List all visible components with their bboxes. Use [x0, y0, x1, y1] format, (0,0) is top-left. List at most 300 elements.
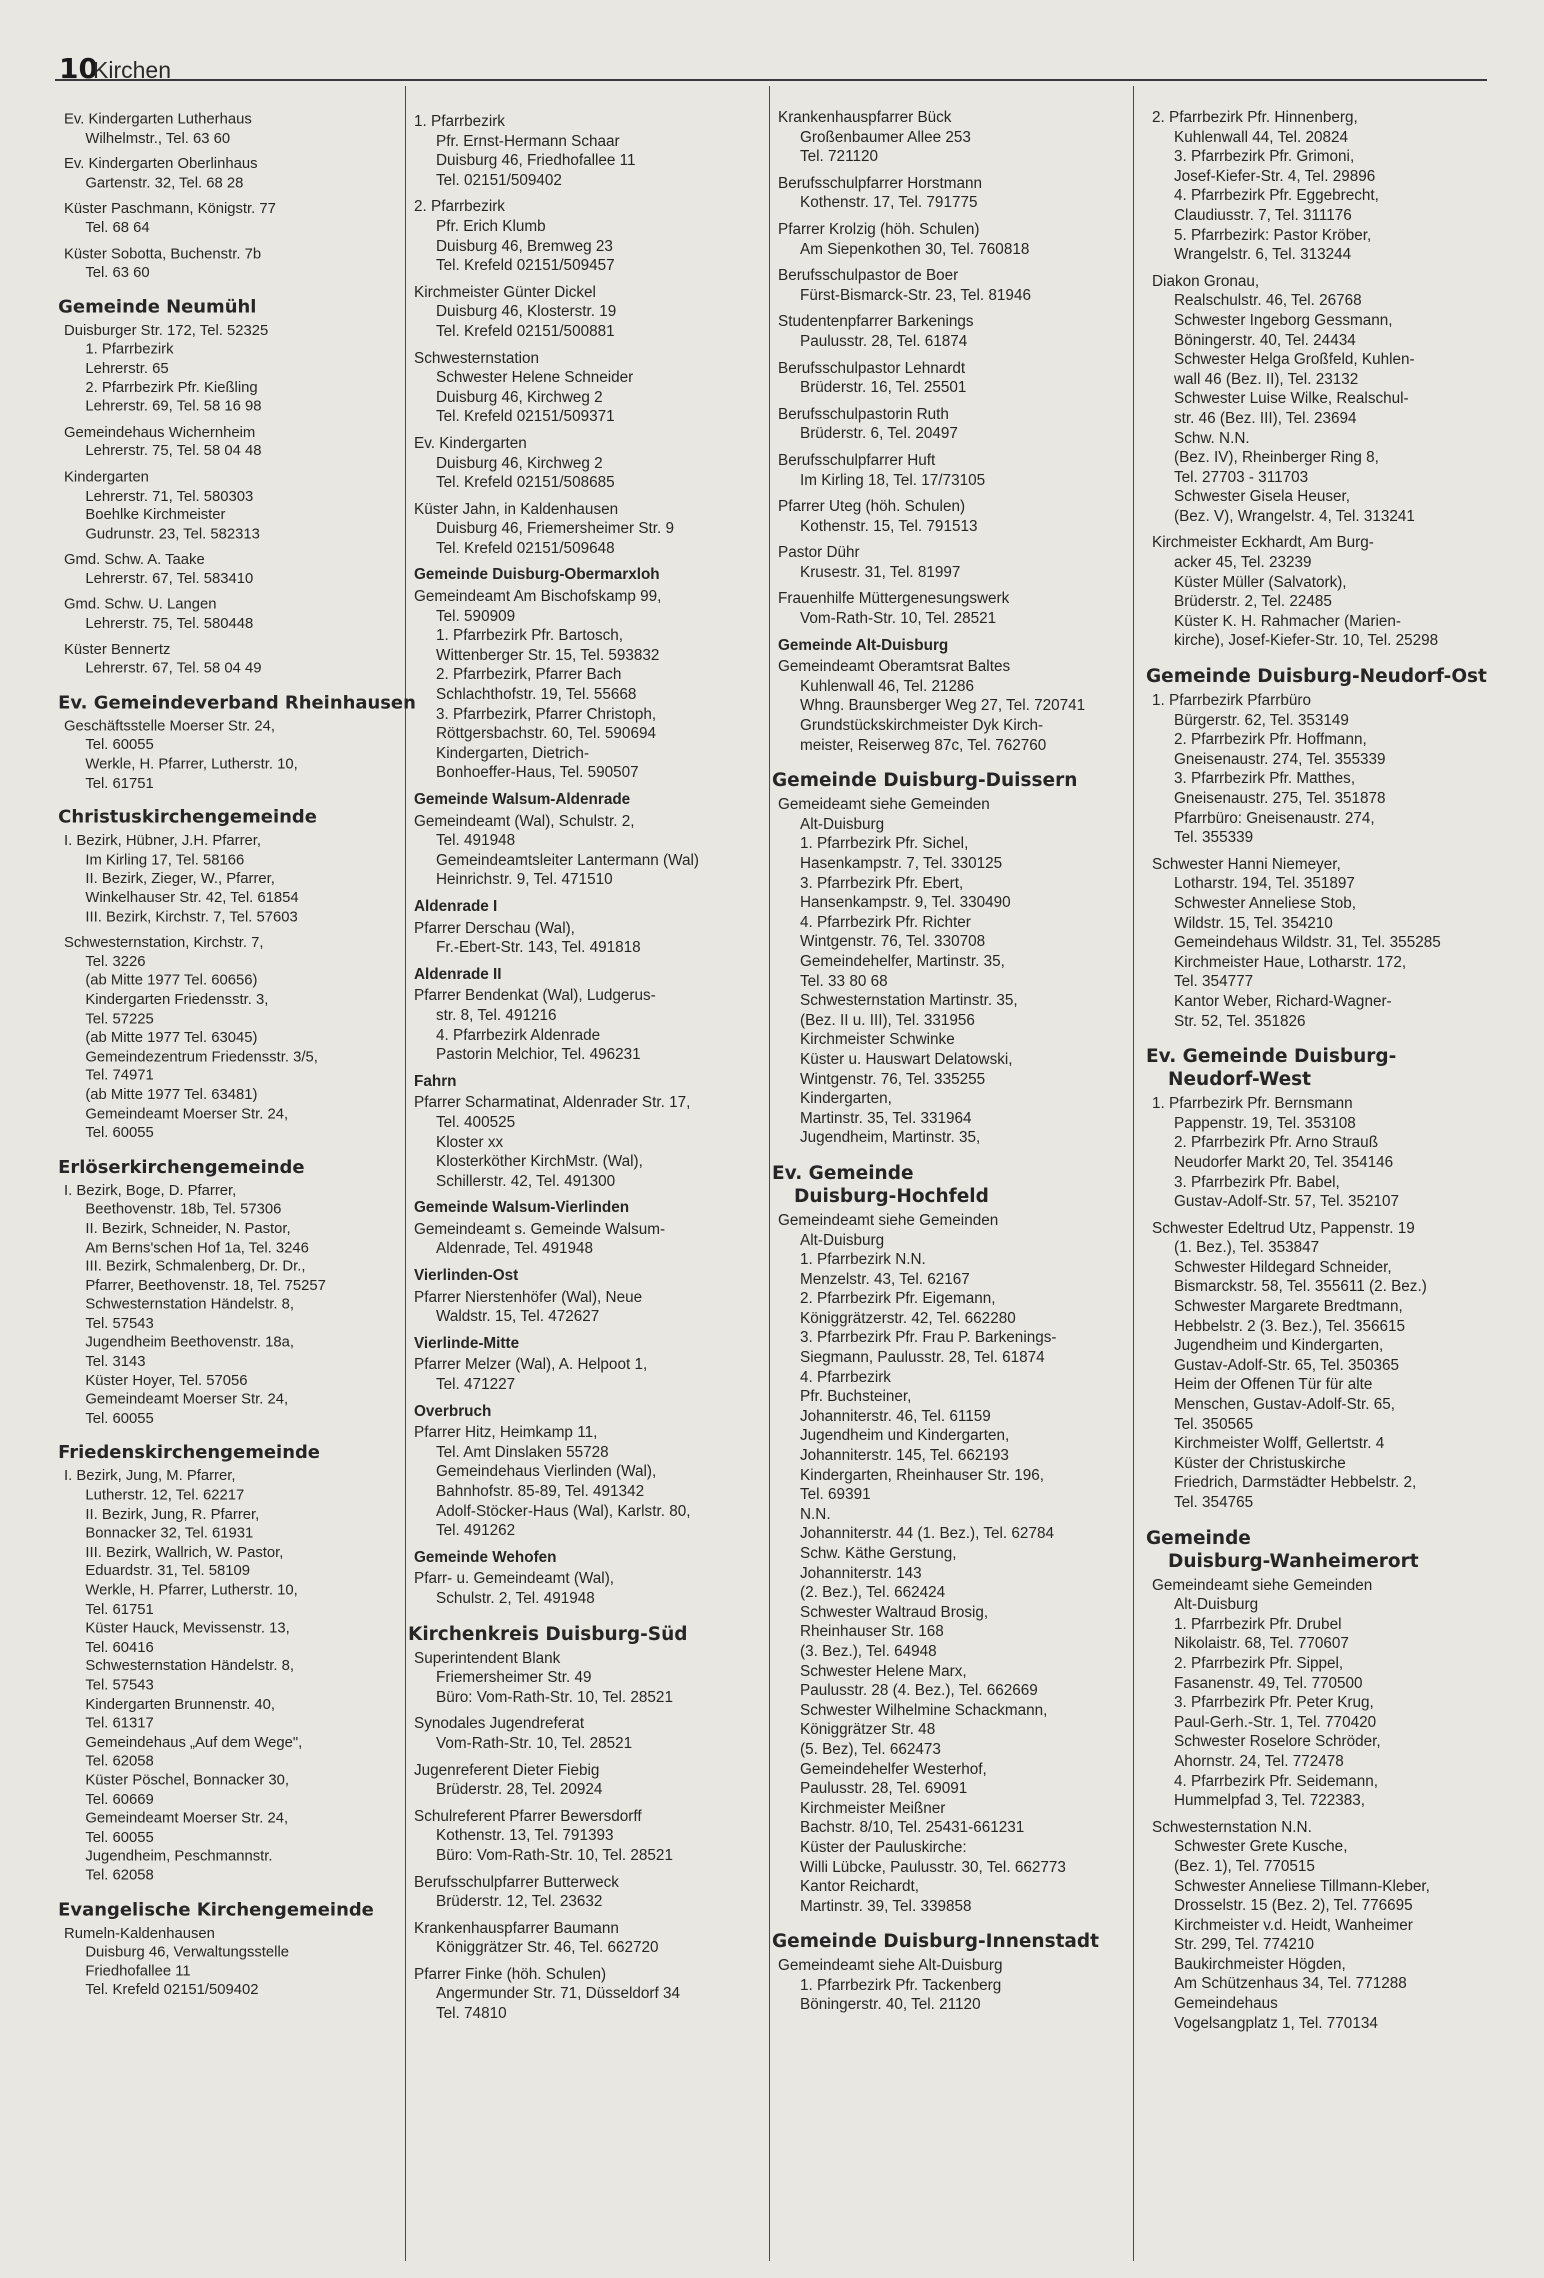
entry-line: (2. Bez.), Tel. 662424 [800, 1584, 946, 1602]
entry-line: Aldenrade, Tel. 491948 [436, 1240, 594, 1258]
entry-line: Frauenhilfe Müttergenesungswerk [778, 590, 1010, 608]
entry-line: Büro: Vom-Rath-Str. 10, Tel. 28521 [436, 1688, 673, 1706]
entry-line: Geschäftsstelle Moerser Str. 24, [64, 717, 276, 735]
entry-line: Jugendheim und Kindergarten, [1174, 1337, 1384, 1355]
entry-line: Schwesternstation Händelstr. 8, [85, 1658, 294, 1675]
entry-line: Kirchmeister Günter Dickel [414, 283, 596, 301]
entry-line: Gemeindehaus [1174, 1995, 1278, 2013]
directory-entry [414, 587, 699, 783]
entry-line: Willi Lübcke, Paulusstr. 30, Tel. 662773 [800, 1858, 1066, 1876]
entry-line: Lehrerstr. 75, Tel. 580448 [85, 615, 254, 632]
entry-line: Bürgerstr. 62, Tel. 353149 [1174, 711, 1349, 729]
entry-line: Duisburg-Wanheimerort [1168, 1550, 1419, 1572]
entry-line: Gemeindehelfer Westerhof, [800, 1760, 987, 1778]
entry-line: Gemeindeamt Oberamtsrat Baltes [778, 658, 1011, 676]
entry-line: 3. Pfarrbezirk Pfr. Grimoni, [1174, 148, 1355, 166]
entry-line: Ev. Gemeinde [772, 1162, 914, 1184]
entry-line: Pfarrer Hitz, Heimkamp 11, [414, 1424, 598, 1442]
directory-entry [414, 1965, 699, 2024]
entry-line: Tel. 491262 [436, 1522, 516, 1540]
directory-entry [1152, 1818, 1487, 2034]
entry-line: Küster der Pauluskirche: [800, 1838, 967, 1856]
sub-heading [414, 897, 699, 917]
entry-line: Tel. 60416 [85, 1639, 154, 1656]
entry-line: 1. Pfarrbezirk [85, 341, 174, 358]
entry-line: Tel. Krefeld 02151/500881 [436, 322, 615, 340]
entry-line: Pfarrbüro: Gneisenaustr. 274, [1174, 809, 1375, 827]
entry-line: Küster Jahn, in Kaldenhausen [414, 500, 619, 518]
entry-line: Fr.-Ebert-Str. 143, Tel. 491818 [436, 939, 641, 957]
directory-entry [778, 108, 1099, 167]
entry-line: 3. Pfarrbezirk Pfr. Matthes, [1174, 770, 1356, 788]
directory-entry [778, 543, 1099, 582]
section-heading [1146, 1527, 1487, 1573]
sub-heading [414, 565, 699, 585]
entry-line: Overbruch [414, 1402, 492, 1420]
sub-heading [414, 790, 699, 810]
entry-line: Tel. 60055 [85, 1410, 154, 1427]
entry-line: Kirchmeister Meißner [800, 1799, 946, 1817]
entry-line: Alt-Duisburg [800, 1231, 885, 1249]
entry-line: Gemeindehelfer, Martinstr. 35, [800, 952, 1005, 970]
entry-line: 4. Pfarrbezirk Aldenrade [436, 1026, 601, 1044]
entry-line: Fasanenstr. 49, Tel. 770500 [1174, 1674, 1363, 1692]
entry-line: Schwester Roselore Schröder, [1174, 1733, 1381, 1751]
column-divider [1133, 86, 1134, 2261]
entry-line: Tel. 354765 [1174, 1494, 1254, 1511]
entry-line: Schwester Anneliese Stob, [1174, 894, 1356, 912]
entry-line: Pfarrer Finke (höh. Schulen) [414, 1965, 607, 1983]
entry-line: Pfr. Ernst-Hermann Schaar [436, 132, 620, 150]
entry-line: Friemersheimer Str. 49 [436, 1669, 592, 1687]
entry-line: Martinstr. 39, Tel. 339858 [800, 1897, 972, 1915]
entry-line: Kirchmeister Haue, Lotharstr. 172, [1174, 953, 1407, 971]
entry-line: Schwester Luise Wilke, Realschul- [1174, 390, 1409, 408]
entry-line: 1. Pfarrbezirk Pfr. Bartosch, [436, 627, 624, 645]
directory-entry [1152, 1219, 1487, 1513]
entry-line: Tel. 33 80 68 [800, 972, 888, 990]
entry-line: Gustav-Adolf-Str. 65, Tel. 350365 [1174, 1356, 1400, 1374]
entry-line: Tel. 350565 [1174, 1415, 1254, 1433]
page-title: Kirchen [93, 57, 171, 83]
entry-line: 1. Pfarrbezirk N.N. [800, 1251, 926, 1269]
entry-line: Friedenskirchengemeinde [58, 1442, 320, 1464]
entry-line: III. Bezirk, Schmalenberg, Dr. Dr., [85, 1258, 306, 1275]
entry-line: Gemeindehaus „Auf dem Wege", [85, 1734, 303, 1751]
entry-line: Ev. Kindergarten Lutherhaus [64, 110, 252, 128]
entry-line: Duisburg 46, Friemersheimer Str. 9 [436, 520, 675, 538]
directory-entry [414, 1093, 699, 1191]
column-2 [408, 112, 699, 2031]
entry-line: Küster Hauck, Mevissenstr. 13, [85, 1620, 290, 1637]
directory-entry [64, 110, 416, 148]
entry-line: Baukirchmeister Högden, [1174, 1955, 1346, 1973]
directory-entry [414, 1807, 699, 1866]
section-heading [772, 769, 1099, 792]
entry-line: Königgrätzer Str. 46, Tel. 662720 [436, 1939, 659, 1957]
sub-heading [414, 1266, 699, 1286]
entry-line: Tel. 471227 [436, 1376, 516, 1394]
entry-line: Krankenhauspfarrer Bück [778, 109, 952, 126]
entry-line: Kindergarten, [800, 1090, 892, 1108]
entry-line: Küster Sobotta, Buchenstr. 7b [64, 245, 262, 262]
entry-line: Tel. 491948 [436, 832, 516, 850]
entry-line: Kothenstr. 17, Tel. 791775 [800, 194, 978, 212]
entry-line: Wildstr. 15, Tel. 354210 [1174, 914, 1333, 932]
entry-line: Duisburg-Hochfeld [794, 1185, 989, 1207]
column-1 [58, 110, 416, 2007]
entry-line: Tel. Amt Dinslaken 55728 [436, 1443, 609, 1461]
directory-entry [414, 434, 699, 493]
directory-entry [64, 423, 416, 461]
entry-line: Vogelsangplatz 1, Tel. 770134 [1174, 2014, 1378, 2032]
entry-line: Tel. 3143 [85, 1353, 146, 1370]
entry-line: N.N. [800, 1505, 831, 1523]
entry-line: Schwester Anneliese Tillmann-Kleber, [1174, 1877, 1430, 1895]
directory-entry [414, 1873, 699, 1912]
entry-line: Gemeindeamt siehe Gemeinden [1152, 1576, 1373, 1594]
directory-entry [64, 155, 416, 193]
directory-entry [778, 174, 1099, 213]
entry-line: Pfarr- u. Gemeindeamt (Wal), [414, 1570, 615, 1588]
column-3 [772, 108, 1100, 2022]
sub-heading [414, 1334, 699, 1354]
directory-entry [64, 551, 416, 589]
entry-line: Gemeindehaus Vierlinden (Wal), [436, 1463, 657, 1481]
entry-line: Lehrerstr. 67, Tel. 583410 [85, 570, 254, 587]
entry-line: Gartenstr. 32, Tel. 68 28 [85, 174, 244, 192]
entry-line: Gmd. Schw. A. Taake [64, 551, 205, 568]
directory-entry [1152, 691, 1487, 848]
entry-line: 2. Pfarrbezirk Pfr. Hinnenberg, [1152, 109, 1358, 126]
entry-line: Tel. 3226 [85, 953, 146, 970]
entry-line: Tel. 57225 [85, 1010, 154, 1027]
entry-line: (Bez. II u. III), Tel. 331956 [800, 1011, 975, 1029]
entry-line: Menzelstr. 43, Tel. 62167 [800, 1270, 970, 1288]
entry-line: Schwester Waltraud Brosig, [800, 1603, 989, 1621]
entry-line: Am Berns'schen Hof 1a, Tel. 3246 [85, 1239, 309, 1256]
entry-line: Tel. 61751 [85, 1601, 154, 1618]
entry-line: (1. Bez.), Tel. 353847 [1174, 1239, 1320, 1257]
entry-line: Gemeindehaus Wichernheim [64, 423, 256, 441]
entry-line: Kirchmeister v.d. Heidt, Wanheimer [1174, 1916, 1413, 1934]
entry-line: Tel. Krefeld 02151/508685 [436, 474, 615, 492]
page-number: 10 [59, 52, 98, 85]
entry-line: 2. Pfarrbezirk, Pfarrer Bach [436, 666, 622, 684]
entry-line: Pfarrer Krolzig (höh. Schulen) [778, 220, 980, 238]
entry-line: Gemeindeamt Moerser Str. 24, [85, 1105, 289, 1122]
entry-line: Jugendheim Beethovenstr. 18a, [85, 1334, 294, 1351]
entry-line: Gudrunstr. 23, Tel. 582313 [85, 525, 260, 543]
section-heading [58, 806, 416, 828]
entry-line: Str. 52, Tel. 351826 [1174, 1012, 1306, 1030]
entry-line: Johanniterstr. 143 [800, 1564, 922, 1582]
entry-line: Gemeindeamt Moerser Str. 24, [85, 1391, 289, 1408]
entry-line: Schwester Helene Schneider [436, 369, 634, 387]
entry-line: Studentenpfarrer Barkenings [778, 313, 974, 331]
directory-entry [414, 283, 699, 342]
entry-line: Kirchmeister Schwinke [800, 1031, 955, 1049]
entry-line: Rumeln-Kaldenhausen [64, 1924, 215, 1942]
entry-line: Hummelpfad 3, Tel. 722383, [1174, 1792, 1366, 1810]
directory-entry [414, 1220, 699, 1259]
section-heading [58, 1899, 416, 1921]
entry-line: Gemeinde Alt-Duisburg [778, 636, 949, 654]
entry-line: Martinstr. 35, Tel. 331964 [800, 1109, 972, 1127]
entry-line: II. Bezirk, Zieger, W., Pfarrer, [85, 870, 275, 888]
entry-line: Gemeindeamt siehe Gemeinden [778, 1211, 999, 1229]
entry-line: Whng. Braunsberger Weg 27, Tel. 720741 [800, 697, 1086, 715]
entry-line: Werkle, H. Pfarrer, Lutherstr. 10, [85, 1582, 298, 1599]
entry-line: 2. Pfarrbezirk [414, 198, 505, 216]
entry-line: Schw. N.N. [1174, 429, 1250, 447]
entry-line: Schwesternstation [414, 349, 539, 367]
entry-line: Gemeinde Walsum-Vierlinden [414, 1199, 630, 1217]
entry-line: Schwester Hanni Niemeyer, [1152, 855, 1341, 873]
entry-line: Menschen, Gustav-Adolf-Str. 65, [1174, 1396, 1396, 1414]
column-divider [769, 86, 770, 2261]
directory-entry [778, 451, 1099, 490]
column-4 [1146, 108, 1487, 2040]
entry-line: 2. Pfarrbezirk Pfr. Hoffmann, [1174, 731, 1367, 749]
entry-line: Realschulstr. 46, Tel. 26768 [1174, 292, 1362, 310]
entry-line: 3. Pfarrbezirk Pfr. Peter Krug, [1174, 1694, 1374, 1712]
entry-line: Ev. Kindergarten [414, 434, 527, 452]
entry-line: Brüderstr. 16, Tel. 25501 [800, 379, 967, 397]
entry-line: (3. Bez.), Tel. 64948 [800, 1642, 937, 1660]
entry-line: Schulstr. 2, Tel. 491948 [436, 1589, 595, 1607]
entry-line: Evangelische Kirchengemeinde [58, 1899, 374, 1920]
entry-line: str. 8, Tel. 491216 [436, 1006, 557, 1024]
entry-line: Wrangelstr. 6, Tel. 313244 [1174, 246, 1352, 264]
entry-line: I. Bezirk, Boge, D. Pfarrer, [64, 1182, 237, 1199]
entry-line: Brüderstr. 12, Tel. 23632 [436, 1893, 603, 1911]
entry-line: 3. Pfarrbezirk Pfr. Ebert, [800, 874, 964, 892]
entry-line: II. Bezirk, Jung, R. Pfarrer, [85, 1506, 260, 1523]
directory-entry [414, 1761, 699, 1800]
entry-line: Wilhelmstr., Tel. 63 60 [85, 129, 231, 147]
entry-line: Am Schützenhaus 34, Tel. 771288 [1174, 1975, 1407, 1993]
entry-line: Aldenrade I [414, 897, 498, 915]
directory-entry [778, 312, 1099, 351]
entry-line: Pfarrer Bendenkat (Wal), Ludgerus- [414, 987, 656, 1005]
entry-line: 3. Pfarrbezirk Pfr. Babel, [1174, 1173, 1340, 1191]
directory-entry [414, 500, 699, 559]
entry-line: 1. Pfarrbezirk [414, 113, 505, 130]
entry-line: Erlöserkirchengemeinde [58, 1157, 305, 1178]
directory-entry [414, 1355, 699, 1394]
entry-line: Gemeinde [1146, 1527, 1251, 1549]
entry-line: Tel. 57543 [85, 1677, 154, 1694]
entry-line: Tel. 60055 [85, 1829, 154, 1846]
directory-entry [414, 349, 699, 427]
entry-line: Friedhofallee 11 [85, 1962, 191, 1980]
entry-line: Tel. 68 64 [85, 219, 150, 237]
entry-line: Tel. 60055 [85, 736, 154, 754]
directory-entry [1152, 1576, 1487, 1811]
entry-line: Ahornstr. 24, Tel. 772478 [1174, 1752, 1344, 1770]
entry-line: Kirchenkreis Duisburg-Süd [408, 1623, 688, 1645]
entry-line: Claudiusstr. 7, Tel. 311176 [1174, 206, 1352, 224]
entry-line: Friedrich, Darmstädter Hebbelstr. 2, [1174, 1474, 1417, 1492]
entry-line: Siegmann, Paulusstr. 28, Tel. 61874 [800, 1349, 1045, 1367]
sub-heading [414, 965, 699, 985]
entry-line: 2. Pfarrbezirk Pfr. Arno Strauß [1174, 1134, 1379, 1152]
entry-line: Schwester Edeltrud Utz, Pappenstr. 19 [1152, 1219, 1415, 1237]
entry-line: Gneisenaustr. 275, Tel. 351878 [1174, 790, 1386, 807]
entry-line: Superintendent Blank [414, 1649, 561, 1667]
entry-line: Kothenstr. 13, Tel. 791393 [436, 1827, 614, 1845]
entry-line: Schwester Helga Großfeld, Kuhlen- [1174, 351, 1415, 369]
entry-line: Jugendheim und Kindergarten, [800, 1427, 1010, 1445]
entry-line: 5. Pfarrbezirk: Pastor Kröber, [1174, 226, 1372, 244]
entry-line: 4. Pfarrbezirk Pfr. Eggebrecht, [1174, 187, 1379, 205]
entry-line: Tel. 400525 [436, 1113, 516, 1131]
entry-line: Schwester Margarete Bredtmann, [1174, 1298, 1403, 1316]
entry-line: 4. Pfarrbezirk Pfr. Seidemann, [1174, 1772, 1379, 1790]
entry-line: Am Siepenkothen 30, Tel. 760818 [800, 240, 1030, 258]
entry-line: Tel. Krefeld 02151/509648 [436, 539, 615, 557]
directory-entry [778, 220, 1099, 259]
section-heading [408, 1623, 699, 1646]
entry-line: Str. 299, Tel. 774210 [1174, 1936, 1315, 1954]
entry-line: 4. Pfarrbezirk Pfr. Richter [800, 913, 971, 931]
entry-line: Tel. 57543 [85, 1315, 154, 1332]
entry-line: (Bez. 1), Tel. 770515 [1174, 1857, 1315, 1875]
entry-line: 1. Pfarrbezirk Pfr. Sichel, [800, 835, 969, 853]
entry-line: acker 45, Tel. 23239 [1174, 554, 1312, 572]
entry-line: Alt-Duisburg [800, 815, 885, 833]
entry-line: Schwester Ingeborg Gessmann, [1174, 311, 1393, 329]
directory-entry [414, 1569, 699, 1608]
entry-line: Gemeindeamt (Wal), Schulstr. 2, [414, 812, 635, 830]
entry-line: Schulreferent Pfarrer Bewersdorff [414, 1807, 642, 1825]
entry-line: 1. Pfarrbezirk Pfarrbüro [1152, 692, 1311, 710]
entry-line: Krankenhauspfarrer Baumann [414, 1919, 619, 1937]
entry-line: Wittenberger Str. 15, Tel. 593832 [436, 646, 660, 664]
entry-line: Schwester Hildegard Schneider, [1174, 1258, 1392, 1276]
entry-line: 2. Pfarrbezirk Pfr. Sippel, [1174, 1654, 1344, 1672]
entry-line: Angermunder Str. 71, Düsseldorf 34 [436, 1985, 681, 2003]
entry-line: Wintgenstr. 76, Tel. 330708 [800, 933, 986, 951]
entry-line: Königgrätzer Str. 48 [800, 1721, 936, 1739]
entry-line: Gemeinde Duisburg-Innenstadt [772, 1931, 1100, 1953]
directory-entry [414, 1423, 699, 1541]
entry-line: Pfarrer Uteg (höh. Schulen) [778, 498, 966, 516]
entry-line: Hansenkampstr. 9, Tel. 330490 [800, 894, 1011, 912]
sub-heading [414, 1072, 699, 1092]
entry-line: Gemeindeamt s. Gemeinde Walsum- [414, 1220, 666, 1238]
entry-line: Pappenstr. 19, Tel. 353108 [1174, 1114, 1356, 1132]
entry-line: Duisburger Str. 172, Tel. 52325 [64, 322, 269, 339]
entry-line: Gustav-Adolf-Str. 57, Tel. 352107 [1174, 1193, 1400, 1211]
entry-line: Gemeideamt siehe Gemeinden [778, 796, 990, 814]
entry-line: Königgrätzerstr. 42, Tel. 662280 [800, 1309, 1016, 1327]
directory-entry [64, 595, 416, 633]
entry-line: (ab Mitte 1977 Tel. 63481) [85, 1086, 258, 1103]
entry-line: Berufsschulpastor de Boer [778, 267, 959, 285]
entry-line: II. Bezirk, Schneider, N. Pastor, [85, 1220, 291, 1237]
entry-line: Küster u. Hauswart Delatowski, [800, 1050, 1013, 1068]
entry-line: Duisburg 46, Friedhofallee 11 [436, 152, 636, 170]
entry-line: Heim der Offenen Tür für alte [1174, 1376, 1373, 1394]
entry-line: Gemeinde Wehofen [414, 1548, 557, 1566]
directory-entry [64, 200, 416, 238]
entry-line: III. Bezirk, Kirchstr. 7, Tel. 57603 [85, 908, 298, 926]
directory-entry [64, 933, 416, 1142]
entry-line: Tel. 69391 [800, 1486, 871, 1504]
entry-line: Küster Müller (Salvatork), [1174, 573, 1347, 591]
entry-line: Bahnhofstr. 85-89, Tel. 491342 [436, 1483, 645, 1500]
entry-line: Schwesternstation N.N. [1152, 1818, 1312, 1836]
entry-line: Johanniterstr. 44 (1. Bez.), Tel. 62784 [800, 1525, 1054, 1543]
entry-line: Lehrerstr. 65 [85, 360, 169, 377]
entry-line: Küster K. H. Rahmacher (Marien- [1174, 612, 1401, 630]
entry-line: wall 46 (Bez. II), Tel. 23132 [1174, 370, 1359, 388]
entry-line: Röttgersbachstr. 60, Tel. 590694 [436, 725, 656, 743]
entry-line: Kuhlenwall 46, Tel. 21286 [800, 677, 975, 695]
directory-entry [414, 1649, 699, 1708]
directory-entry [778, 589, 1099, 628]
section-heading [58, 1156, 416, 1178]
sub-heading [414, 1548, 699, 1568]
entry-line: Brüderstr. 2, Tel. 22485 [1174, 593, 1332, 611]
entry-line: Tel. 02151/509402 [436, 171, 562, 189]
entry-line: Eduardstr. 31, Tel. 58109 [85, 1563, 250, 1580]
entry-line: Vierlinde-Mitte [414, 1334, 520, 1352]
directory-entry [1152, 108, 1487, 265]
entry-line: Schwesternstation Martinstr. 35, [800, 992, 1018, 1010]
entry-line: Vom-Rath-Str. 10, Tel. 28521 [800, 610, 997, 628]
directory-entry [414, 112, 699, 190]
directory-entry [778, 657, 1099, 755]
entry-line: Pfarrer, Beethovenstr. 18, Tel. 75257 [85, 1277, 326, 1294]
entry-line: meister, Reiserweg 87c, Tel. 762760 [800, 736, 1047, 754]
entry-line: Winkelhauser Str. 42, Tel. 61854 [85, 889, 299, 907]
entry-line: Synodales Jugendreferat [414, 1715, 585, 1733]
entry-line: Küster Paschmann, Königstr. 77 [64, 200, 276, 218]
entry-line: Kindergarten, Rheinhauser Str. 196, [800, 1466, 1045, 1484]
entry-line: Boehlke Kirchmeister [85, 506, 226, 524]
entry-line: Bonhoeffer-Haus, Tel. 590507 [436, 764, 639, 782]
entry-line: Vom-Rath-Str. 10, Tel. 28521 [436, 1734, 633, 1752]
directory-entry [1152, 855, 1487, 1031]
entry-line: Pastor Dühr [778, 544, 860, 562]
entry-line: Tel. 62058 [85, 1867, 154, 1884]
directory-entry [1152, 272, 1487, 527]
entry-line: Pfr. Erich Klumb [436, 217, 546, 235]
entry-line: Kantor Weber, Richard-Wagner- [1174, 992, 1392, 1010]
entry-line: Küster der Christuskirche [1174, 1454, 1346, 1472]
directory-entry [414, 1919, 699, 1958]
entry-line: Jugenreferent Dieter Fiebig [414, 1761, 600, 1779]
entry-line: Kloster xx [436, 1133, 504, 1151]
entry-line: (ab Mitte 1977 Tel. 63045) [85, 1029, 258, 1046]
entry-line: Kirchmeister Eckhardt, Am Burg- [1152, 534, 1374, 552]
directory-entry [1152, 1094, 1487, 1212]
entry-line: Tel. Krefeld 02151/509371 [436, 408, 615, 426]
directory-entry [64, 717, 416, 793]
entry-line: Tel. 74971 [85, 1067, 154, 1084]
entry-line: Berufsschulpastorin Ruth [778, 405, 949, 423]
entry-line: Tel. Krefeld 02151/509457 [436, 257, 615, 275]
entry-line: Beethovenstr. 18b, Tel. 57306 [85, 1201, 282, 1218]
entry-line: Johanniterstr. 145, Tel. 662193 [800, 1447, 1009, 1465]
entry-line: Gemeinde Duisburg-Neudorf-Ost [1146, 666, 1487, 688]
entry-line: Lehrerstr. 69, Tel. 58 16 98 [85, 398, 262, 415]
entry-line: Duisburg 46, Kirchweg 2 [436, 388, 603, 406]
entry-line: Tel. 61317 [85, 1715, 154, 1732]
